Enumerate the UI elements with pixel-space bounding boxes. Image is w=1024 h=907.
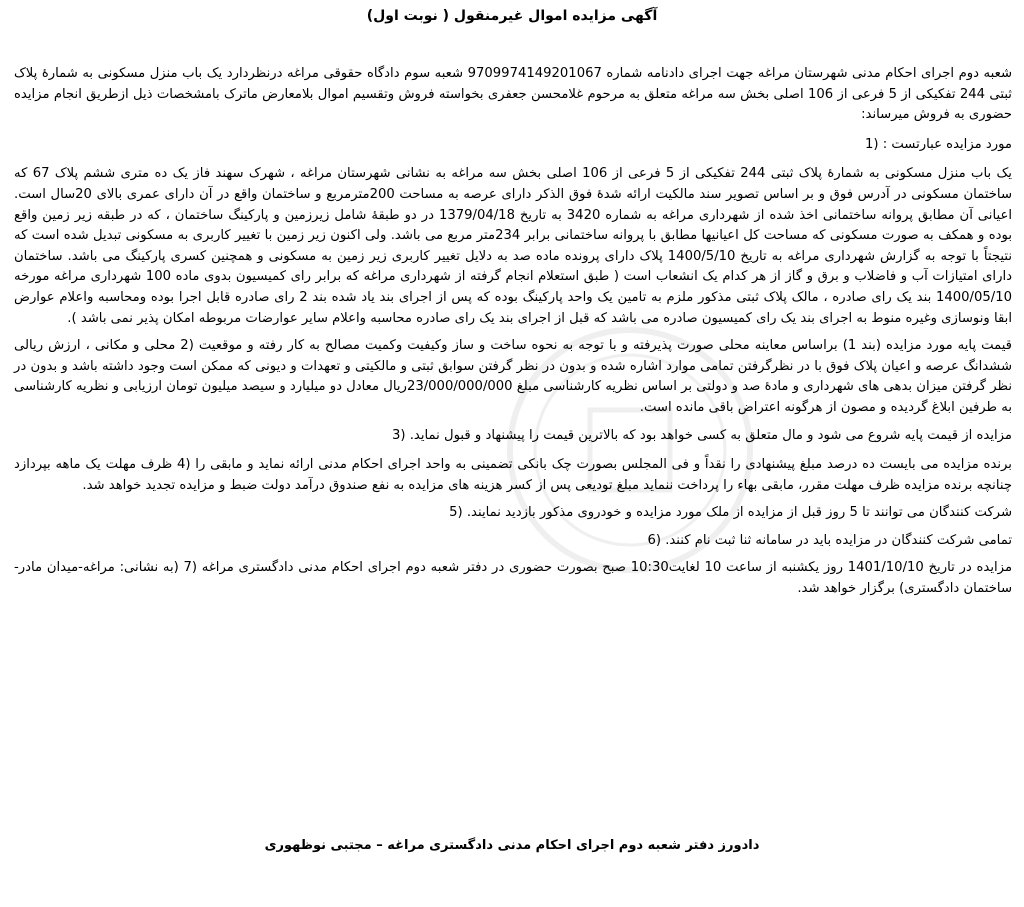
- notice-body: [14, 64, 1012, 600]
- notice-title: آگهی مزایده اموال غیرمنقول ( نوبت اول): [366, 8, 658, 24]
- item-6-paragraph: تمامی شرکت کنندگان در مزایده باید در سامانه ثنا ثبت نام کنند. (6: [647, 532, 1012, 548]
- intro-paragraph: شعبه دوم اجرای احکام مدنی شهرستان مراغه جهت اجرای دادنامه شماره 9709974149201067 شعبه سوم دادگاه حقوقی مراغه درنظردارد یک باب منزل مسکونی به شمارهٔ پلاک ثبتی 244 تفکیکی از 5 فرعی از 106 اصلی بخش سه مراغه متعلق به مرحوم غلامحسن جعفری بخواسته فروش وتقسیم اموال بلامعارض ماترک بامشخصات ذیل ازطریق انجام مزایده حضوری به فروش میرساند:: [14, 66, 1012, 123]
- subject-heading: مورد مزایده عبارتست : (1: [865, 136, 1012, 152]
- item-7-paragraph: مزایده در تاریخ 1401/10/10 روز یکشنبه از ساعت 10 لغایت10:30 صبح بصورت حضوری در دفتر شعبه دوم اجرای احکام مدنی دادگستری مراغه (7 (به نشانی: مراغه-میدان مادر-ساختمان دادگستری) برگزار خواهد شد.: [14, 560, 1013, 597]
- item-5-paragraph: شرکت کنندگان می توانند تا 5 روز قبل از مزایده از ملک مورد مزایده و خودروی مذکور بازدید نمایند. (5: [449, 505, 1012, 521]
- item-3-paragraph: مزایده از قیمت پایه شروع می شود و مال متعلق به کسی خواهد بود که بالاترین قیمت را پیشنهاد و قبول نماید. (3: [392, 427, 1012, 443]
- item-2-paragraph: قیمت پایه مورد مزایده (بند 1) براساس معاینه محلی صورت پذیرفته و با توجه به نحوه ساخت و ساز وکیفیت وکمیت مصالح به کار رفته و موقعیت (2 محلی و مکانی ، ارزش ریالی ششدانگ عرصه و اعیان پلاک فوق با در نظرگرفتن تمامی موارد اشاره شده و بدون در نظر گرفتن سوابق ثبتی و مالکیتی و تعهدات و دیونی که ممکن است وجود داشته باشد و بدون در نظر گرفتن میزان بدهی های شهرداری و مادهٔ صد و دولتی بر اساس نظریه کارشناسی مبلغ 23/000/000/000ریال معادل دو میلیارد و سیصد میلیون تومان ارزیابی و نظریه کارشناسی به طرفین ابلاغ گردیده و مصون از هرگونه اعتراض باقی مانده است.: [14, 338, 1012, 415]
- item-1-paragraph: یک باب منزل مسکونی به شمارهٔ پلاک ثبتی 244 تفکیکی از 5 فرعی از 106 اصلی بخش سه مراغه به نشانی شهرستان مراغه ، شهرک سهند فاز یک ده متری ششم پلاک 67 که ساختمان مسکونی در آدرس فوق و بر اساس تصویر سند مالکیت ارائه شدهٔ فوق الذکر دارای عرصه به مساحت 200مترمربع و ساختمان واقع در آن دارای عمری بالای 20سال است. اعیانی آن مطابق پروانه ساختمانی اخذ شده از شهرداری مراغه به شماره 3420 به تاریخ 1379/04/18 در دو طبقهٔ شامل زیرزمین و پارکینگ ساختمان ، که در طبقه زیر زمین واقع بوده و همکف به صورت مسکونی که مساحت کل اعیانیها مطابق با پروانه ساختمانی برابر 234متر مربع می باشد. ولی اکنون زیر زمین با تغییر کاربری به مسکونی تبدیل شده است که نتیجتاً با توجه به گزارش شهرداری مراغه به تاریخ 1400/5/10 پلاک دارای پرونده ماده صد به دلایل تغییر کاربری زیر زمین به مسکونی و همچنین کسری پارکینگ می باشد. ساختمان دارای امتیازات آب و فاضلاب و برق و گاز از هر کدام یک انشعاب است ( طبق استعلام انجام گرفته از شهرداری مراغه که برابر رای کمیسیون بدوی ماده 100 شهرداری مراغه مورخه 1400/05/10 بند یک رای صادره ، مالک پلاک ثبتی مذکور ملزم به تامین یک واحد پارکینگ بوده که پس از اجرای بند یاد شده بند 2 رای صادره قابل اجرا بوده ومحاسبه واعلام عوارض ابقا ونوسازی وغیره منوط به اجرای بند یک رای کمیسیون صادره می باشد که قبل از اجرای بند یک رای صادره محاسبه واعلام سایر عوارضات مربوطه امکان پذیر نمی باشد ).: [14, 166, 1013, 326]
- signature-line: دادورز دفتر شعبه دوم اجرای احکام مدنی دادگستری مراغه – مجتبی نوظهوری: [264, 838, 760, 853]
- item-4-paragraph: برنده مزایده می بایست ده درصد مبلغ پیشنهادی را نقداً و فی المجلس بصورت چک بانکی تضمینی به واحد اجرای احکام مدنی ارائه نماید و مابقی را (4 ظرف مهلت یک ماهه بپردازد چنانچه برنده مزایده ظرف مهلت مقرر، مابقی بهاء را پرداخت ننماید مبلغ تودیعی پس از کسر هزینه های مزایده به نفع صندوق درآمد دولت ضبط و مزایده تجدید خواهد شد.: [14, 457, 1012, 493]
